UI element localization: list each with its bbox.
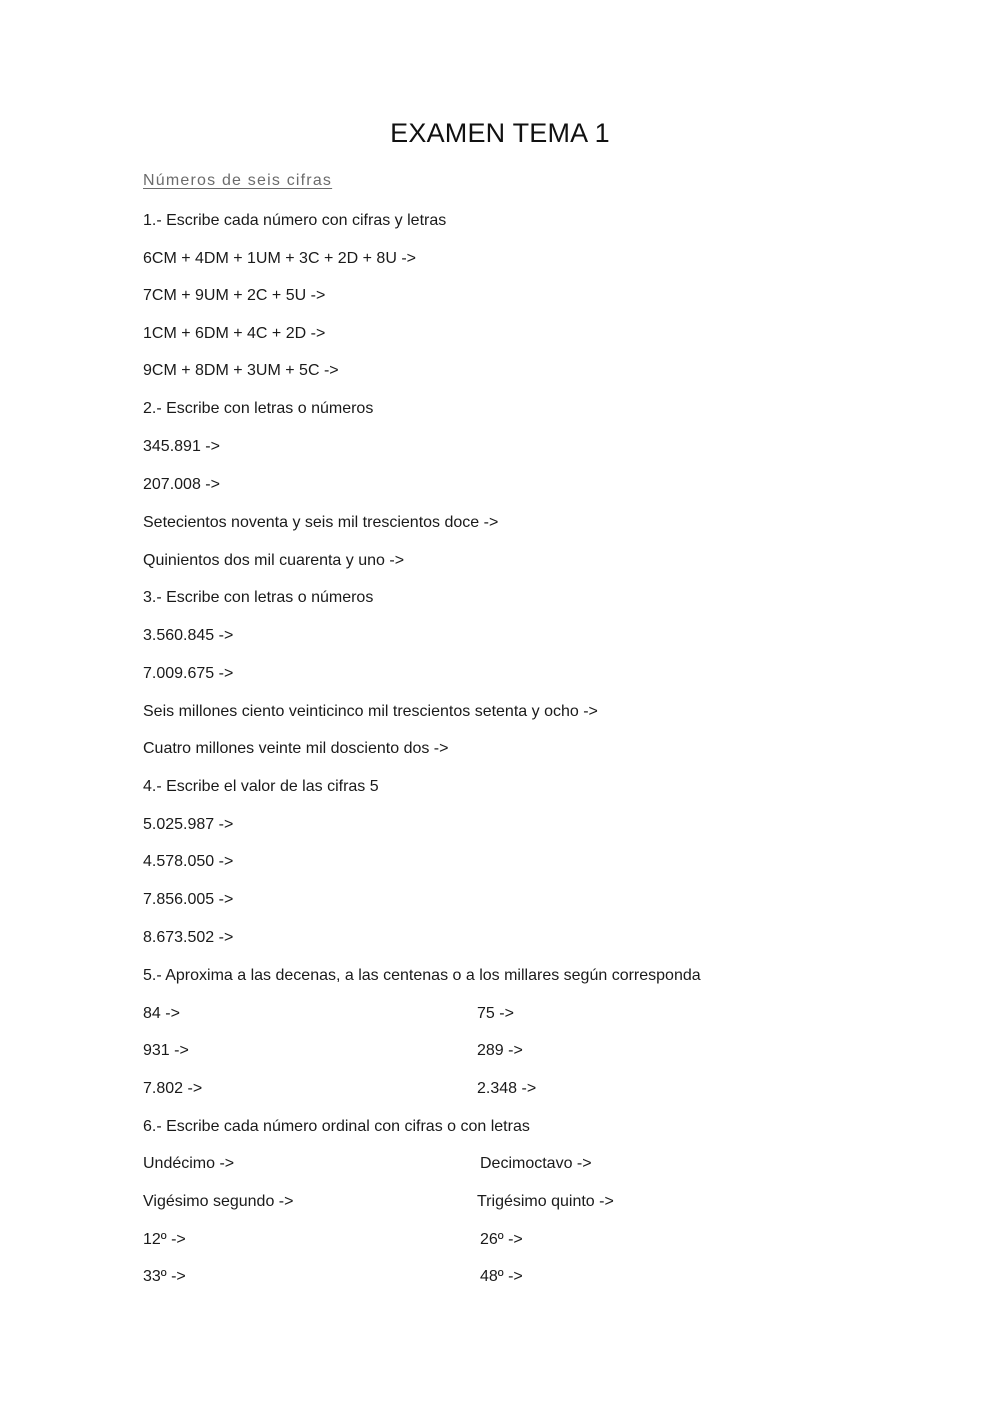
question-3-item: Seis millones ciento veinticinco mil trescientos setenta y ocho -> <box>143 703 598 720</box>
question-1-item: 9CM + 8DM + 3UM + 5C -> <box>143 362 339 379</box>
question-4-item: 7.856.005 -> <box>143 891 234 908</box>
question-2-heading: 2.- Escribe con letras o números <box>143 400 374 417</box>
question-1-item: 1CM + 6DM + 4C + 2D -> <box>143 325 326 342</box>
section-subtitle: Números de seis cifras <box>143 172 333 189</box>
question-6-left-item: Undécimo -> <box>143 1155 235 1172</box>
question-4-heading: 4.- Escribe el valor de las cifras 5 <box>143 778 379 795</box>
question-6-left-item: 12º -> <box>143 1231 186 1248</box>
question-5-left-item: 7.802 -> <box>143 1080 203 1097</box>
question-6-heading: 6.- Escribe cada número ordinal con cifras o con letras <box>143 1118 530 1135</box>
question-5-heading: 5.- Aproxima a las decenas, a las centenas o a los millares según corresponda <box>143 967 701 984</box>
question-6-right-item: 48º -> <box>480 1268 523 1285</box>
question-3-item: Cuatro millones veinte mil dosciento dos -> <box>143 740 449 757</box>
question-2-item: Setecientos noventa y seis mil trescientos doce -> <box>143 514 499 531</box>
question-6-right-item: 26º -> <box>480 1231 523 1248</box>
question-5-right-item: 2.348 -> <box>477 1080 537 1097</box>
question-6-right-item: Trigésimo quinto -> <box>477 1193 614 1210</box>
question-5-right-item: 289 -> <box>477 1042 523 1059</box>
question-6-left-item: 33º -> <box>143 1268 186 1285</box>
question-1-item: 6CM + 4DM + 1UM + 3C + 2D + 8U -> <box>143 250 416 267</box>
question-1-item: 7CM + 9UM + 2C + 5U -> <box>143 287 326 304</box>
page-title: EXAMEN TEMA 1 <box>390 118 610 148</box>
question-5-right-item: 75 -> <box>477 1005 514 1022</box>
question-3-heading: 3.- Escribe con letras o números <box>143 589 374 606</box>
question-3-item: 3.560.845 -> <box>143 627 234 644</box>
question-4-item: 8.673.502 -> <box>143 929 234 946</box>
question-5-left-item: 84 -> <box>143 1005 180 1022</box>
question-1-heading: 1.- Escribe cada número con cifras y letras <box>143 212 447 229</box>
question-5-left-item: 931 -> <box>143 1042 189 1059</box>
question-6-left-item: Vigésimo segundo -> <box>143 1193 294 1210</box>
question-3-item: 7.009.675 -> <box>143 665 234 682</box>
question-4-item: 5.025.987 -> <box>143 816 234 833</box>
question-2-item: 345.891 -> <box>143 438 220 455</box>
question-4-item: 4.578.050 -> <box>143 853 234 870</box>
question-2-item: 207.008 -> <box>143 476 220 493</box>
question-2-item: Quinientos dos mil cuarenta y uno -> <box>143 552 405 569</box>
question-6-right-item: Decimoctavo -> <box>480 1155 592 1172</box>
